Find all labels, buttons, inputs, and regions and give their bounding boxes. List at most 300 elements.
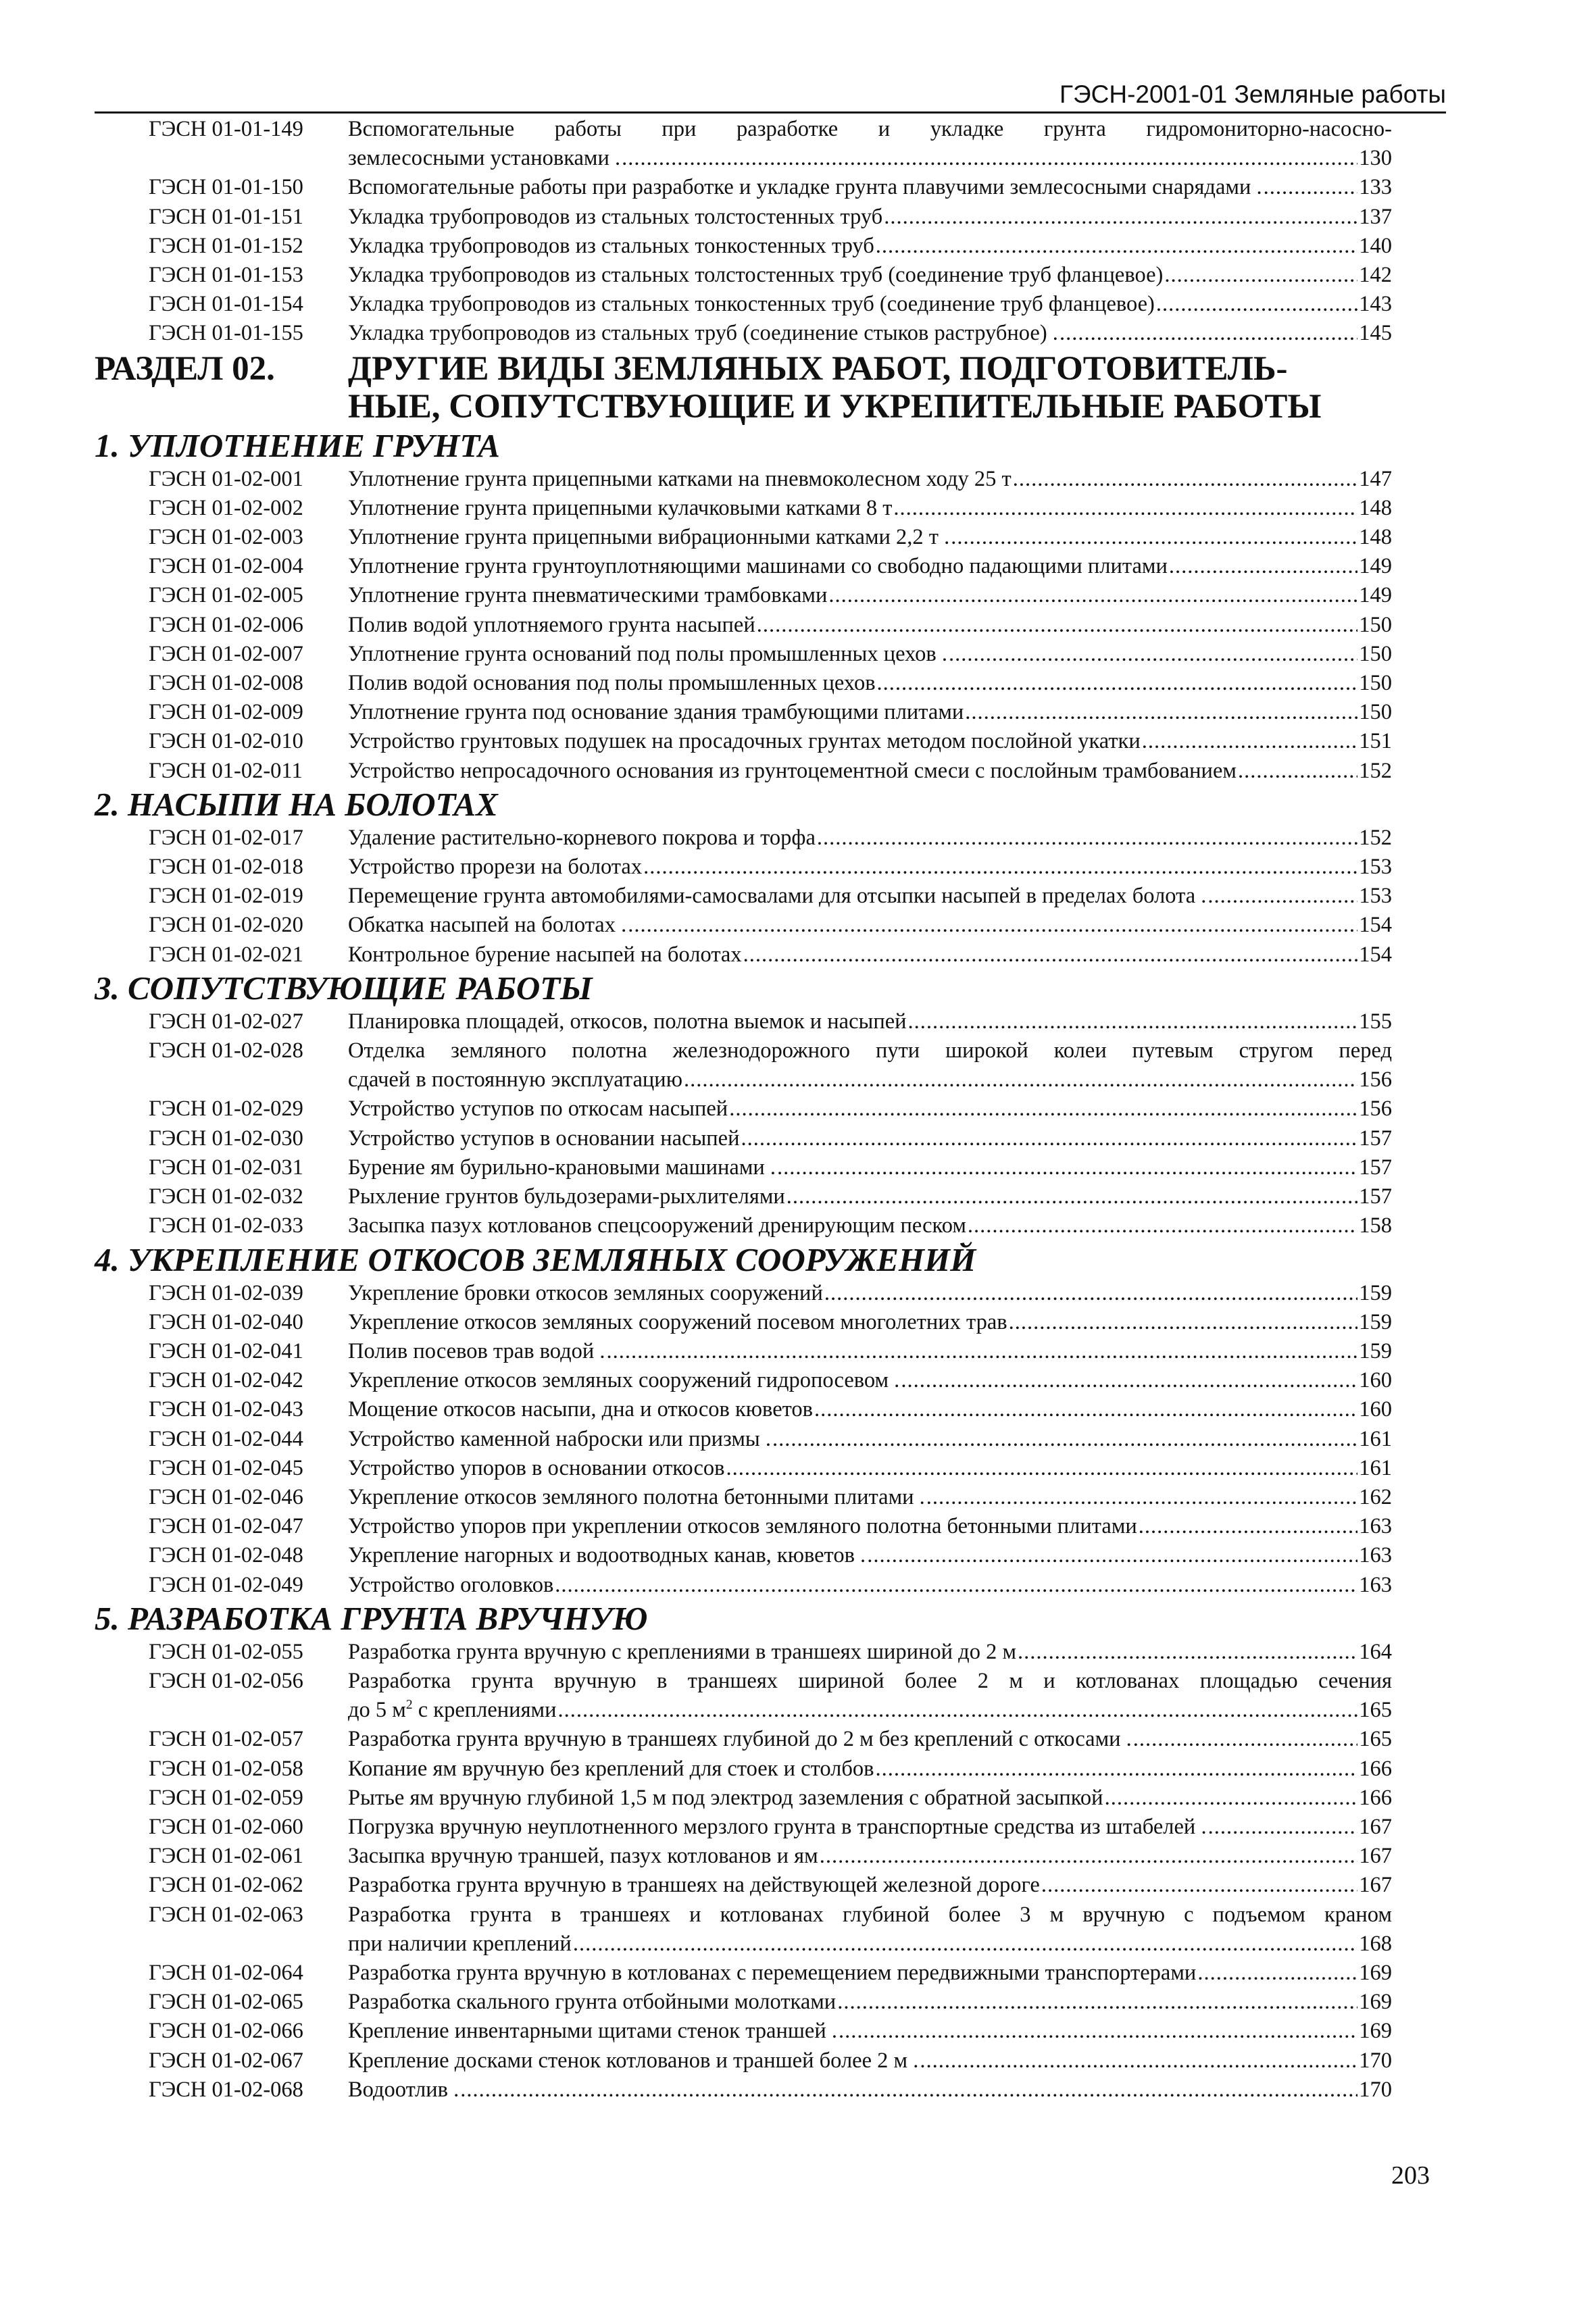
dot-leader — [743, 940, 1358, 970]
entry-page: 130 — [1359, 146, 1392, 171]
entry-page: 151 — [1359, 729, 1392, 754]
dot-leader — [684, 1065, 1357, 1095]
entry-code: ГЭСН 01-02-032 — [149, 1184, 303, 1209]
dot-leader — [949, 640, 1357, 669]
entry-title: Укрепление бровки откосов земляных сооружений — [348, 1280, 823, 1305]
toc-entry — [95, 1153, 1392, 1182]
entry-title: Контрольное бурение насыпей на болотах — [348, 942, 742, 967]
toc-entry — [95, 2046, 1392, 2076]
toc-entry — [95, 465, 1392, 494]
dot-leader — [908, 1007, 1358, 1036]
dot-leader — [787, 1182, 1357, 1211]
entry-page: 169 — [1359, 1990, 1392, 2015]
dot-leader — [1208, 1813, 1358, 1842]
entry-page: 157 — [1359, 1184, 1392, 1209]
entry-page: 161 — [1359, 1455, 1392, 1480]
entry-body — [348, 1988, 1392, 2017]
entry-page: 159 — [1359, 1309, 1392, 1334]
entry-title: Уплотнение грунта прицепными катками на пневмоколесном ходу 25 т — [348, 466, 1012, 491]
entry-code: ГЭСН 01-02-042 — [149, 1368, 303, 1393]
entry-title: Укладка трубопроводов из стальных труб (соединение стыков раструбное) . — [348, 321, 1058, 346]
toc-entry — [95, 1454, 1392, 1483]
toc-entry — [95, 2076, 1392, 2105]
entry-title: Рыхление грунтов бульдозерами-рыхлителями — [348, 1184, 785, 1209]
entry-code: ГЭСН 01-02-057 — [149, 1727, 303, 1752]
entry-body — [348, 2046, 1392, 2076]
entry-title: Перемещение грунта автомобилями-самосвалами для отсыпки насыпей в пределах болота . — [348, 884, 1207, 909]
toc-entry — [95, 261, 1392, 290]
dot-leader — [876, 1755, 1358, 1784]
entry-code: ГЭСН 01-02-047 — [149, 1514, 303, 1539]
entry-code: ГЭСН 01-02-056 — [149, 1668, 303, 1693]
section-code: РАЗДЕЛ 02. — [95, 349, 275, 388]
entry-body — [348, 1366, 1392, 1395]
dot-leader — [726, 1454, 1358, 1483]
dot-leader — [1238, 757, 1357, 786]
dot-leader — [1105, 1784, 1358, 1813]
dot-leader — [920, 2046, 1357, 2076]
entry-body — [348, 552, 1392, 581]
entry-body — [348, 173, 1392, 202]
toc-entry — [95, 882, 1392, 911]
entry-page: 149 — [1359, 583, 1392, 608]
entry-page: 161 — [1359, 1426, 1392, 1451]
entry-title: Крепление инвентарными щитами стенок траншей . — [348, 2019, 837, 2044]
entry-page: 160 — [1359, 1368, 1392, 1393]
entry-code: ГЭСН 01-02-064 — [149, 1960, 303, 1985]
toc-entry — [95, 1784, 1392, 1813]
entry-code: ГЭСН 01-02-040 — [149, 1309, 303, 1334]
entry-code: ГЭСН 01-02-019 — [149, 884, 303, 909]
entry-body — [348, 640, 1392, 669]
entry-code: ГЭСН 01-02-028 — [149, 1038, 303, 1063]
entry-body — [348, 2076, 1392, 2105]
dot-leader — [622, 144, 1357, 173]
entry-page: 148 — [1359, 525, 1392, 550]
entry-body — [348, 1182, 1392, 1211]
entry-page: 152 — [1359, 825, 1392, 850]
toc-entry — [95, 1638, 1392, 1667]
entry-page: 153 — [1359, 855, 1392, 880]
toc-entry — [95, 552, 1392, 581]
entry-page: 163 — [1359, 1572, 1392, 1597]
entry-page: 165 — [1359, 1727, 1392, 1752]
entry-title: Засыпка пазух котлованов спецсооружений дренирующим песком — [348, 1213, 966, 1238]
entry-body — [348, 757, 1392, 786]
entry-code: ГЭСН 01-02-008 — [149, 671, 303, 696]
page-header — [95, 71, 1446, 114]
entry-code: ГЭСН 01-02-011 — [149, 758, 303, 783]
dot-leader — [757, 611, 1358, 640]
entry-code: ГЭСН 01-01-152 — [149, 233, 303, 258]
entry-body — [348, 1454, 1392, 1483]
subsection — [95, 1241, 1392, 1600]
entry-title-line: Отделка земляного полотна железнодорожного пути широкой колеи путевым стругом перед — [348, 1038, 1392, 1063]
entry-body — [348, 1036, 1392, 1095]
entry-body — [348, 940, 1392, 970]
entry-body — [348, 1813, 1392, 1842]
toc-entry — [95, 1124, 1392, 1153]
dot-leader — [926, 1483, 1357, 1512]
entry-page: 133 — [1359, 175, 1392, 200]
entry-code: ГЭСН 01-02-005 — [149, 583, 303, 608]
running-title: ГЭСН-2001-01 Земляные работы — [1059, 80, 1446, 108]
dot-leader — [557, 1696, 1357, 1725]
dot-leader — [968, 1211, 1357, 1240]
entry-page: 154 — [1359, 913, 1392, 938]
entry-body — [348, 1395, 1392, 1424]
entry-page: 152 — [1359, 758, 1392, 783]
entry-code: ГЭСН 01-02-030 — [149, 1126, 303, 1151]
toc-entry — [95, 757, 1392, 786]
entry-page: 150 — [1359, 671, 1392, 696]
toc-intro-list — [95, 115, 1392, 349]
toc-entry — [95, 1901, 1392, 1959]
toc-entry — [95, 1211, 1392, 1240]
entry-code: ГЭСН 01-02-055 — [149, 1639, 303, 1664]
dot-leader — [1133, 1725, 1357, 1754]
entry-body — [348, 203, 1392, 232]
entry-code: ГЭСН 01-02-007 — [149, 641, 303, 666]
entry-title: Копание ям вручную без креплений для стоек и столбов — [348, 1756, 874, 1781]
entry-title: землесосными установками . — [348, 146, 621, 171]
dot-leader — [1059, 319, 1357, 348]
entry-page: 148 — [1359, 495, 1392, 520]
entry-body — [348, 853, 1392, 882]
entry-title: Уплотнение грунта прицепными вибрационными катками 2,2 т . — [348, 525, 950, 550]
dot-leader — [876, 232, 1357, 261]
entry-body — [348, 523, 1392, 552]
toc-entry — [95, 611, 1392, 640]
entry-page: 158 — [1359, 1213, 1392, 1238]
toc-entry — [95, 232, 1392, 261]
entry-body — [348, 1007, 1392, 1036]
toc-entry — [95, 1667, 1392, 1725]
entry-page: 166 — [1359, 1756, 1392, 1781]
dot-leader — [817, 824, 1357, 853]
entry-title: Укладка трубопроводов из стальных толстостенных труб (соединение труб фланцевое) — [348, 263, 1164, 288]
entry-body — [348, 319, 1392, 348]
toc-entry — [95, 853, 1392, 882]
entry-code: ГЭСН 01-02-068 — [149, 2077, 303, 2102]
entry-page: 143 — [1359, 292, 1392, 317]
entry-title: Погрузка вручную неуплотненного мерзлого грунта в транспортные средства из штабелей . — [348, 1814, 1207, 1839]
entry-page: 167 — [1359, 1844, 1392, 1869]
toc-entry — [95, 2017, 1392, 2046]
entry-body — [348, 1425, 1392, 1454]
entry-code: ГЭСН 01-02-004 — [149, 554, 303, 579]
entry-code: ГЭСН 01-01-155 — [149, 321, 303, 346]
entry-title: Уплотнение грунта грунтоуплотняющими машинами со свободно падающими плитами — [348, 554, 1168, 579]
toc-entry — [95, 824, 1392, 853]
entry-title: Рытье ям вручную глубиной 1,5 м под электрод заземления с обратной засыпкой — [348, 1785, 1103, 1810]
entry-page: 149 — [1359, 554, 1392, 579]
entry-code: ГЭСН 01-02-048 — [149, 1543, 303, 1568]
entry-title: Устройство прорези на болотах — [348, 855, 643, 880]
entry-page: 168 — [1359, 1931, 1392, 1956]
entry-title: Укладка трубопроводов из стальных толстостенных труб — [348, 204, 883, 229]
dot-leader — [1264, 173, 1358, 202]
entry-code: ГЭСН 01-02-060 — [149, 1814, 303, 1839]
entry-body — [348, 1725, 1392, 1754]
entry-title: Планировка площадей, откосов, полотна выемок и насыпей — [348, 1009, 907, 1034]
toc-entry — [95, 1483, 1392, 1512]
entry-code: ГЭСН 01-02-017 — [149, 825, 303, 850]
entry-code: ГЭСН 01-02-043 — [149, 1397, 303, 1422]
entry-page: 155 — [1359, 1009, 1392, 1034]
entry-page: 150 — [1359, 700, 1392, 725]
entry-page: 162 — [1359, 1484, 1392, 1509]
entry-code: ГЭСН 01-02-039 — [149, 1280, 303, 1305]
dot-leader — [828, 581, 1357, 610]
entry-title-line: Вспомогательные работы при разработке и укладке грунта гидромониторно-насосно- — [348, 117, 1392, 141]
entry-code: ГЭСН 01-02-067 — [149, 2048, 303, 2073]
entry-title: Засыпка вручную траншей, пазух котлованов и ям — [348, 1844, 818, 1869]
entry-code: ГЭСН 01-02-058 — [149, 1756, 303, 1781]
dot-leader — [460, 2076, 1357, 2105]
entry-title: Устройство непросадочного основания из грунтоцементной смеси с послойным трамбованием — [348, 758, 1237, 783]
entry-code: ГЭСН 01-02-018 — [149, 855, 303, 880]
entry-code: ГЭСН 01-02-063 — [149, 1902, 303, 1927]
entry-body — [348, 1483, 1392, 1512]
entry-title: Уплотнение грунта пневматическими трамбовками — [348, 583, 828, 608]
entry-body — [348, 1667, 1392, 1725]
entry-title: Уплотнение грунта оснований под полы промышленных цехов . — [348, 641, 948, 666]
entry-code: ГЭСН 01-02-046 — [149, 1484, 303, 1509]
subsection — [95, 786, 1392, 970]
entry-body — [348, 290, 1392, 319]
entry-body — [348, 1541, 1392, 1570]
entry-body — [348, 465, 1392, 494]
toc-entry — [95, 319, 1392, 348]
entry-code: ГЭСН 01-02-065 — [149, 1990, 303, 2015]
entry-body — [348, 494, 1392, 523]
subsection — [95, 1600, 1392, 2105]
toc-entry — [95, 727, 1392, 756]
entry-page: 157 — [1359, 1126, 1392, 1151]
dot-leader — [1169, 552, 1357, 581]
entry-title: Уплотнение грунта под основание здания трамбующими плитами — [348, 700, 964, 725]
entry-body — [348, 1124, 1392, 1153]
section-title-line: НЫЕ, СОПУТСТВУЮЩИЕ И УКРЕПИТЕЛЬНЫЕ РАБОТЫ — [348, 387, 1322, 426]
entry-page: 166 — [1359, 1785, 1392, 1810]
entry-page: 159 — [1359, 1338, 1392, 1363]
entry-code: ГЭСН 01-02-021 — [149, 942, 303, 967]
dot-leader — [1197, 1959, 1357, 1988]
entry-code: ГЭСН 01-02-010 — [149, 729, 303, 754]
entry-page: 150 — [1359, 641, 1392, 666]
entry-code: ГЭСН 01-01-151 — [149, 204, 303, 229]
dot-leader — [1164, 261, 1357, 290]
entry-page: 169 — [1359, 1960, 1392, 1985]
dot-leader — [824, 1279, 1357, 1308]
entry-title: Полив водой уплотняемого грунта насыпей — [348, 612, 755, 637]
toc-entry — [95, 1871, 1392, 1900]
entry-body — [348, 1755, 1392, 1784]
entry-title: сдачей в постоянную эксплуатацию — [348, 1067, 682, 1092]
entry-body — [348, 1279, 1392, 1308]
entry-code: ГЭСН 01-02-006 — [149, 612, 303, 637]
toc-entry — [95, 1725, 1392, 1754]
subsection-title: 1. УПЛОТНЕНИЕ ГРУНТА — [95, 426, 500, 464]
entry-code: ГЭСН 01-02-044 — [149, 1426, 303, 1451]
entry-title: Обкатка насыпей на болотах . — [348, 913, 627, 938]
entry-title: Укрепление откосов земляных сооружений гидропосевом . — [348, 1368, 900, 1393]
toc-entry — [95, 1571, 1392, 1600]
entry-code: ГЭСН 01-02-003 — [149, 525, 303, 550]
toc-entry — [95, 494, 1392, 523]
subsection-title: 3. СОПУТСТВУЮЩИЕ РАБОТЫ — [95, 969, 593, 1007]
entry-title: Укладка трубопроводов из стальных тонкостенных труб — [348, 233, 874, 258]
entry-title: Удаление растительно-корневого покрова и торфа — [348, 825, 816, 850]
entry-title: Устройство грунтовых подушек на просадочных грунтах методом послойной укатки — [348, 729, 1141, 754]
entry-body — [348, 1784, 1392, 1813]
entry-code: ГЭСН 01-02-062 — [149, 1873, 303, 1898]
entry-page: 163 — [1359, 1514, 1392, 1539]
dot-leader — [1041, 1871, 1357, 1900]
entry-body — [348, 1571, 1392, 1600]
subsection-title: 5. РАЗРАБОТКА ГРУНТА ВРУЧНУЮ — [95, 1599, 648, 1637]
dot-leader — [1207, 882, 1357, 911]
entry-title: Укладка трубопроводов из стальных тонкостенных труб (соединение труб фланцевое) — [348, 292, 1155, 317]
dot-leader — [741, 1124, 1358, 1153]
entry-title: Разработка грунта вручную в котлованах с перемещением передвижными транспортерами — [348, 1960, 1197, 1985]
toc-entry — [95, 940, 1392, 970]
entry-body — [348, 1959, 1392, 1988]
entry-page: 169 — [1359, 2019, 1392, 2044]
entry-title: Крепление досками стенок котлованов и траншей более 2 м . — [348, 2048, 919, 2073]
entry-code: ГЭСН 01-02-002 — [149, 495, 303, 520]
toc-entry — [95, 1512, 1392, 1541]
entry-body — [348, 1153, 1392, 1182]
entry-body — [348, 911, 1392, 940]
entry-page: 159 — [1359, 1280, 1392, 1305]
dot-leader — [837, 1988, 1357, 2017]
entry-title: Устройство каменной наброски или призмы . — [348, 1426, 772, 1451]
entry-page: 154 — [1359, 942, 1392, 967]
entry-body — [348, 1901, 1392, 1959]
toc-entry — [95, 1755, 1392, 1784]
dot-leader — [628, 911, 1357, 940]
toc-entry — [95, 1366, 1392, 1395]
entry-code: ГЭСН 01-02-009 — [149, 700, 303, 725]
entry-title: Полив посевов трав водой . — [348, 1338, 605, 1363]
entry-page: 170 — [1359, 2077, 1392, 2102]
entry-title: Полив водой основания под полы промышленных цехов — [348, 671, 876, 696]
section-title — [348, 350, 1392, 426]
entry-code: ГЭСН 01-02-041 — [149, 1338, 303, 1363]
toc-entry — [95, 698, 1392, 727]
toc-entry — [95, 1541, 1392, 1570]
dot-leader — [607, 1337, 1358, 1366]
dot-leader — [839, 2017, 1357, 2046]
entry-title: при наличии креплений — [348, 1931, 572, 1956]
entry-body — [348, 611, 1392, 640]
entry-page: 170 — [1359, 2048, 1392, 2073]
entry-title: Устройство оголовков — [348, 1572, 554, 1597]
entry-body — [348, 581, 1392, 610]
entry-title: Водоотлив . — [348, 2077, 459, 2102]
subsection-list — [95, 427, 1392, 2105]
entry-page: 150 — [1359, 612, 1392, 637]
entry-title: Укрепление откосов земляных сооружений посевом многолетних трав — [348, 1309, 1007, 1334]
entry-page: 145 — [1359, 321, 1392, 346]
entry-body — [348, 1095, 1392, 1124]
entry-page: 147 — [1359, 466, 1392, 491]
entry-code: ГЭСН 01-02-027 — [149, 1009, 303, 1034]
entry-code: ГЭСН 01-02-001 — [149, 466, 303, 491]
dot-leader — [893, 494, 1357, 523]
dot-leader — [1142, 727, 1358, 756]
dot-leader — [820, 1842, 1358, 1871]
toc-entry — [95, 669, 1392, 698]
entry-code: ГЭСН 01-02-020 — [149, 913, 303, 938]
entry-code: ГЭСН 01-01-154 — [149, 292, 303, 317]
entry-code: ГЭСН 01-02-066 — [149, 2019, 303, 2044]
subsection-title: 4. УКРЕПЛЕНИЕ ОТКОСОВ ЗЕМЛЯНЫХ СООРУЖЕНИЙ — [95, 1240, 976, 1278]
toc-entry — [95, 1337, 1392, 1366]
toc-entry — [95, 581, 1392, 610]
entry-title: Бурение ям бурильно-крановыми машинами . — [348, 1155, 776, 1180]
entry-body — [348, 824, 1392, 853]
subsection-title: 2. НАСЫПИ НА БОЛОТАХ — [95, 785, 498, 823]
dot-leader — [777, 1153, 1357, 1182]
entry-page: 167 — [1359, 1814, 1392, 1839]
entry-code: ГЭСН 01-02-045 — [149, 1455, 303, 1480]
toc-entry — [95, 1182, 1392, 1211]
dot-leader — [951, 523, 1357, 552]
entry-title-line: Разработка грунта вручную в траншеях шириной более 2 м и котлованах площадью сечения — [348, 1668, 1392, 1693]
entry-title: Разработка скального грунта отбойными молотками — [348, 1990, 837, 2015]
entry-title: Укрепление нагорных и водоотводных канав, кюветов . — [348, 1543, 866, 1568]
entry-body — [348, 1308, 1392, 1337]
entry-body — [348, 1871, 1392, 1900]
dot-leader — [867, 1541, 1357, 1570]
toc-entry — [95, 1036, 1392, 1095]
subsection — [95, 427, 1392, 786]
entry-title: Устройство уступов по откосам насыпей — [348, 1097, 728, 1122]
entry-body — [348, 1842, 1392, 1871]
dot-leader — [1018, 1638, 1357, 1667]
entry-body — [348, 232, 1392, 261]
entry-title: Укрепление откосов земляного полотна бетонными плитами . — [348, 1484, 925, 1509]
entry-body — [348, 882, 1392, 911]
entry-code: ГЭСН 01-02-033 — [149, 1213, 303, 1238]
entry-page: 167 — [1359, 1873, 1392, 1898]
entry-code: ГЭСН 01-02-029 — [149, 1097, 303, 1122]
entry-page: 137 — [1359, 204, 1392, 229]
toc-entry — [95, 1007, 1392, 1036]
dot-leader — [1013, 465, 1358, 494]
entry-title: Разработка грунта вручную в траншеях глубиной до 2 м без креплений с откосами . — [348, 1727, 1132, 1752]
entry-page: 163 — [1359, 1543, 1392, 1568]
toc-entry — [95, 1988, 1392, 2017]
entry-code: ГЭСН 01-02-061 — [149, 1844, 303, 1869]
entry-body — [348, 669, 1392, 698]
dot-leader — [573, 1930, 1357, 1959]
entry-page: 140 — [1359, 233, 1392, 258]
entry-body — [348, 698, 1392, 727]
entry-page: 157 — [1359, 1155, 1392, 1180]
entry-code: ГЭСН 01-01-153 — [149, 263, 303, 288]
entry-page: 156 — [1359, 1097, 1392, 1122]
dot-leader — [877, 669, 1358, 698]
table-of-contents — [95, 115, 1392, 2105]
entry-body — [348, 1211, 1392, 1240]
dot-leader — [555, 1571, 1357, 1600]
toc-entry — [95, 1813, 1392, 1842]
entry-code: ГЭСН 01-01-150 — [149, 175, 303, 200]
